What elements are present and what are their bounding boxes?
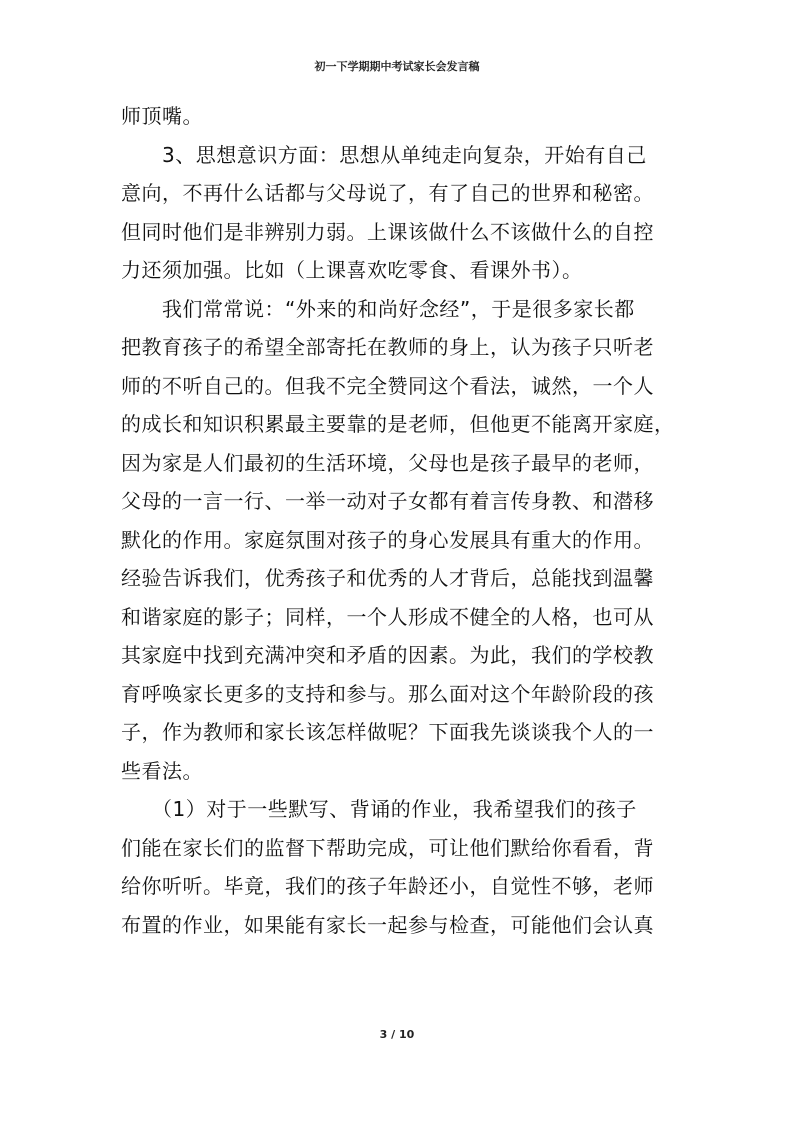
text-line: 们能在家长们的监督下帮助完成，可让他们默给你看看，背 xyxy=(121,835,654,860)
text-line: 我们常常说：“外来的和尚好念经”，于是很多家长都 xyxy=(121,296,635,321)
text-line: 因为家是人们最初的生活环境，父母也是孩子最早的老师， xyxy=(121,450,654,475)
text-line: 的成长和知识积累最主要靠的是老师，但他更不能离开家庭， xyxy=(121,412,675,436)
page-number: 3 / 10 xyxy=(379,1028,415,1041)
text-line: 意向，不再什么话都与父母说了，有了自己的世界和秘密。 xyxy=(121,181,654,205)
text-line: 力还须加强。比如（上课喜欢吃零食、看课外书）。 xyxy=(121,258,583,282)
text-line: 父母的一言一行、一举一动对子女都有着言传身教、和潜移 xyxy=(121,489,654,513)
text-line: 和谐家庭的影子；同样，一个人形成不健全的人格，也可从 xyxy=(121,604,654,629)
text-line: 其家庭中找到充满冲突和矛盾的因素。为此，我们的学校教 xyxy=(121,643,654,667)
document-body xyxy=(121,97,691,944)
text-line: （1）对于一些默写、背诵的作业，我希望我们的孩子 xyxy=(121,797,637,821)
text-line: 把教育孩子的希望全部寄托在教师的身上，认为孩子只听老 xyxy=(121,335,654,359)
text-line: 给你听听。毕竟，我们的孩子年龄还小，自觉性不够，老师 xyxy=(121,874,654,898)
text-line: 师顶嘴。 xyxy=(121,104,203,128)
text-line: 师的不听自己的。但我不完全赞同这个看法，诚然，一个人 xyxy=(121,373,654,398)
text-line: 布置的作业，如果能有家长一起参与检查，可能他们会认真 xyxy=(121,912,654,937)
text-line: 子，作为教师和家长该怎样做呢？下面我先谈谈我个人的一 xyxy=(121,720,654,744)
text-line: 经验告诉我们，优秀孩子和优秀的人才背后，总能找到温馨 xyxy=(121,566,654,590)
text-line: 些看法。 xyxy=(121,758,203,783)
page-header: 初一下学期期中考试家长会发言稿 xyxy=(314,60,480,73)
text-line: 3、思想意识方面：思想从单纯走向复杂，开始有自己 xyxy=(121,142,647,167)
text-line: 默化的作用。家庭氛围对孩子的身心发展具有重大的作用。 xyxy=(121,527,654,552)
text-line: 但同时他们是非辨别力弱。上课该做什么不该做什么的自控 xyxy=(121,219,654,244)
text-line: 育呼唤家长更多的支持和参与。那么面对这个年龄阶段的孩 xyxy=(121,681,654,706)
